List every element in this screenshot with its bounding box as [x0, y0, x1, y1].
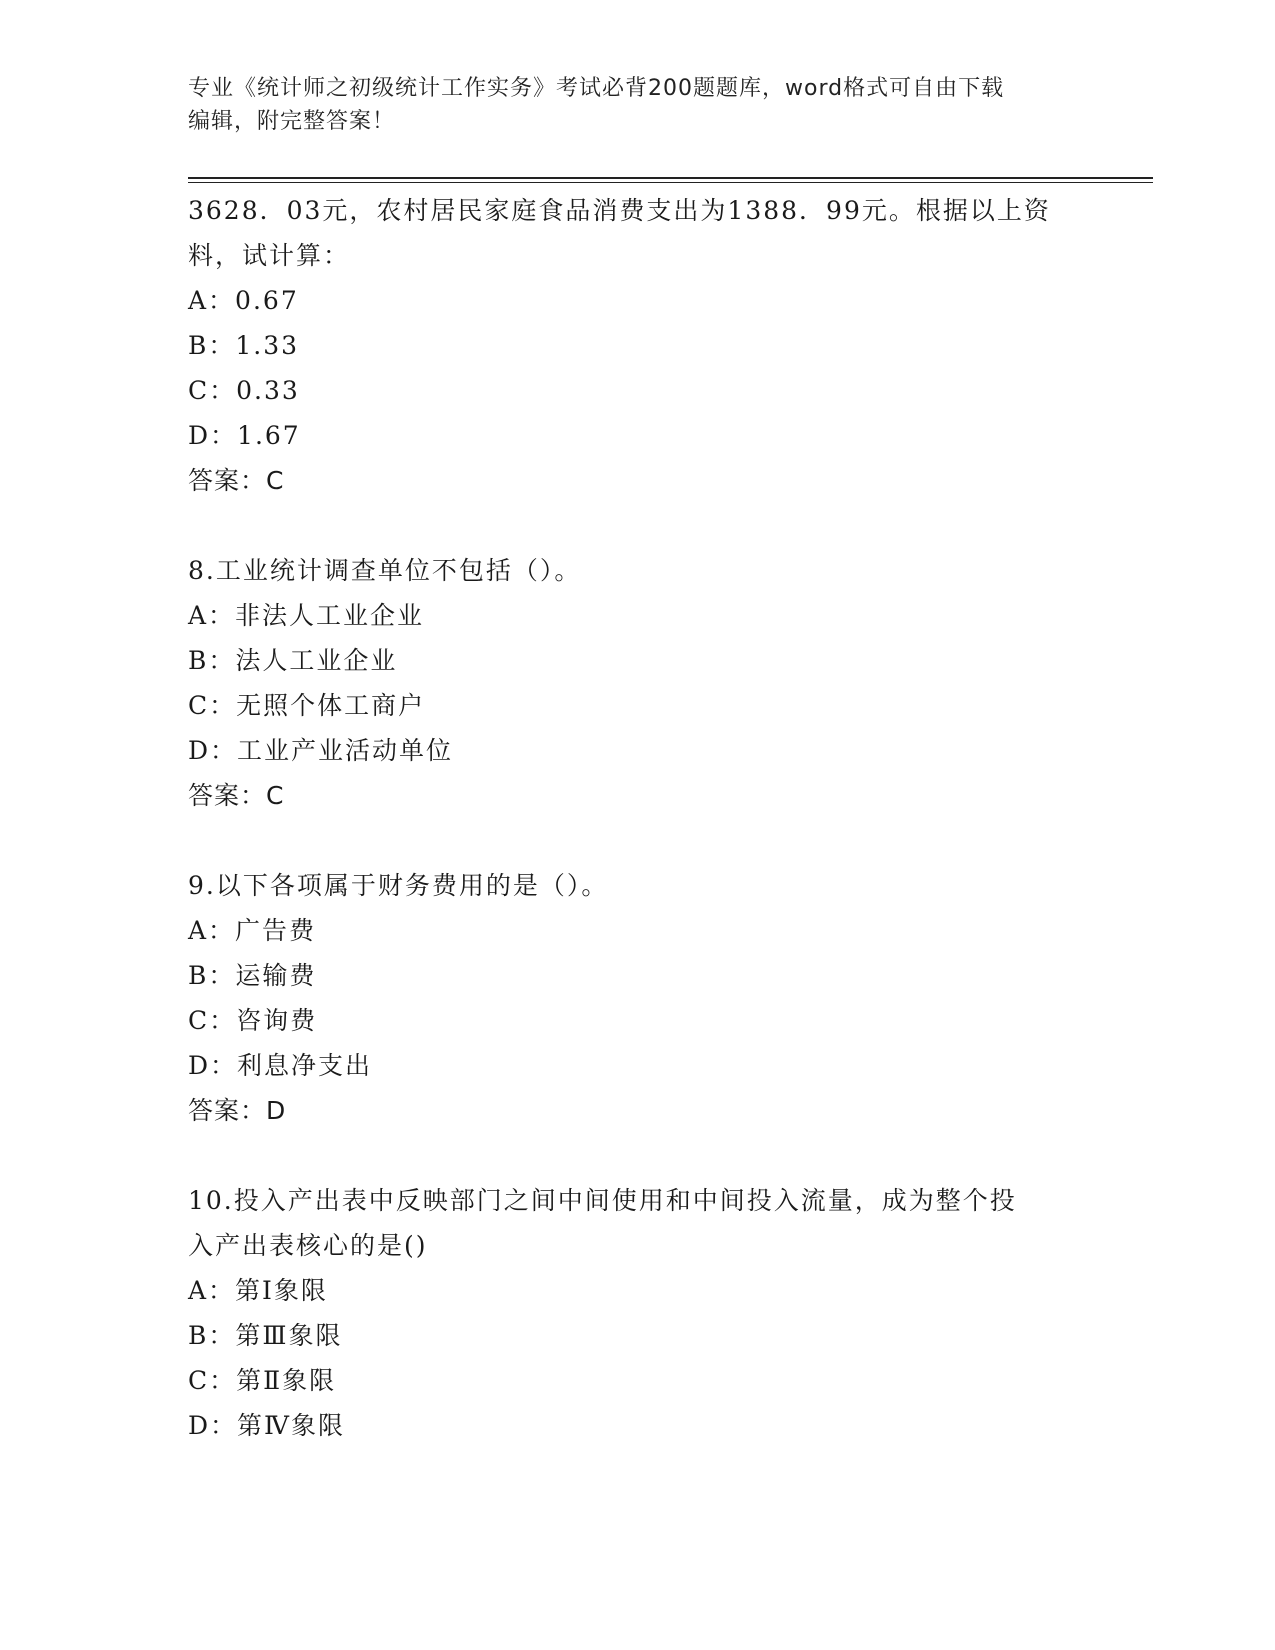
- question-10-option-d: D：第Ⅳ象限: [188, 1411, 346, 1440]
- header-title-line-2: 编辑，附完整答案！: [188, 109, 396, 134]
- header-rule-thick: [188, 177, 1153, 179]
- question-9-text: 9.以下各项属于财务费用的是（）。: [188, 871, 609, 900]
- question-10-option-b: B：第Ⅲ象限: [188, 1321, 343, 1350]
- question-7-answer: 答案：C: [188, 466, 285, 495]
- question-7: [188, 188, 1088, 503]
- spacer: [188, 503, 1088, 548]
- question-9: [188, 863, 1088, 1133]
- question-9-answer: 答案：D: [188, 1096, 287, 1125]
- question-8-option-a: A：非法人工业企业: [188, 601, 425, 630]
- question-10-text-line-1: 10.投入产出表中反映部门之间中间使用和中间投入流量，成为整个投: [188, 1186, 1017, 1215]
- question-list: [188, 188, 1088, 1448]
- question-9-option-c: C：咨询费: [188, 1006, 318, 1035]
- spacer: [188, 818, 1088, 863]
- question-8-answer: 答案：C: [188, 781, 285, 810]
- question-8-text: 8.工业统计调查单位不包括（）。: [188, 556, 582, 585]
- question-10-option-a: A：第Ⅰ象限: [188, 1276, 328, 1305]
- header-title-line-1: 专业《统计师之初级统计工作实务》考试必背200题题库，word格式可自由下载: [188, 76, 1005, 101]
- document-header: [188, 72, 1088, 138]
- question-7-option-a: A：0.67: [188, 286, 299, 315]
- question-9-option-a: A：广告费: [188, 916, 317, 945]
- question-8-option-b: B：法人工业企业: [188, 646, 398, 675]
- question-10-option-c: C：第Ⅱ象限: [188, 1366, 337, 1395]
- question-7-text-line-1: 3628．03元，农村居民家庭食品消费支出为1388．99元。根据以上资: [188, 196, 1051, 225]
- header-rule-thin: [188, 182, 1153, 183]
- question-8-option-c: C：无照个体工商户: [188, 691, 426, 720]
- question-7-option-b: B：1.33: [188, 331, 300, 360]
- question-8-option-d: D：工业产业活动单位: [188, 736, 454, 765]
- question-10: [188, 1178, 1088, 1448]
- question-8: [188, 548, 1088, 818]
- question-7-option-d: D：1.67: [188, 421, 301, 450]
- question-9-option-d: D：利息净支出: [188, 1051, 373, 1080]
- question-10-text-line-2: 入产出表核心的是(): [188, 1231, 428, 1260]
- spacer: [188, 1133, 1088, 1178]
- question-7-option-c: C：0.33: [188, 376, 300, 405]
- question-7-text-line-2: 料，试计算：: [188, 241, 351, 270]
- question-9-option-b: B：运输费: [188, 961, 317, 990]
